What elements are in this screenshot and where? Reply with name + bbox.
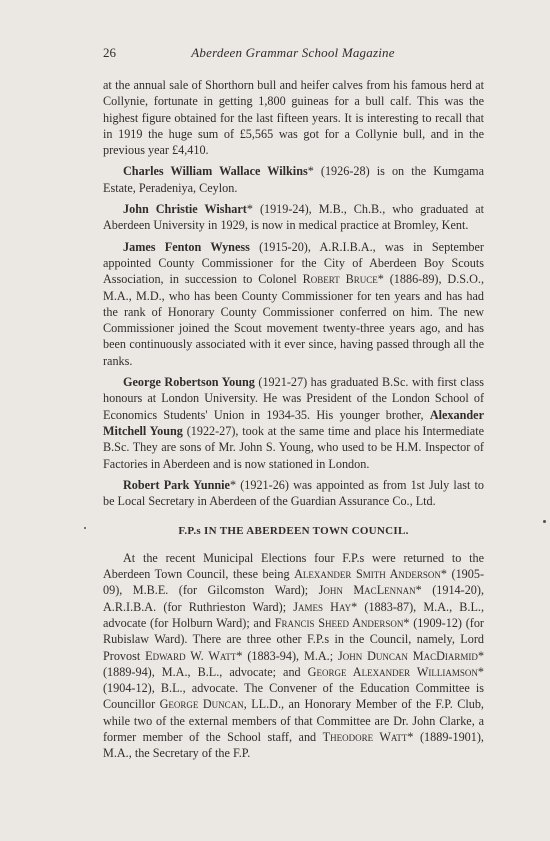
page-header [103,45,483,65]
person-name: Charles William Wallace Wilkins [123,164,308,179]
person-name: Robert Park Yunnie [123,477,230,492]
article-body [103,77,484,767]
smallcaps-name: George Duncan [159,697,244,712]
person-name: John Christie Wishart [123,202,247,217]
paragraph-text: * (1904-12), B.L., advocate. The Convener of the Education Committee is Councillor [103,664,484,712]
paragraph-wyness [103,239,484,369]
paragraph-text: * (1889-94), M.A., B.L., advocate; and [103,648,485,679]
paragraph-text: * (1926-28) is on the Kumgama Estate, Peradeniya, Ceylon. [103,164,484,195]
smallcaps-name: Alexander Smith Anderson [294,567,441,582]
paragraph-text: * (1889-1901), M.A., the Secretary of the F.P. [103,729,484,761]
paragraph-town-council [103,550,484,762]
paragraph-text: * (1914-20), A.R.I.B.A. (for Ruthrieston Ward); [103,583,484,614]
paragraph-text: * (1909-12) (for Rubislaw Ward). There are three other F.P.s in the Council, namely, Lord Provost [103,615,484,663]
smallcaps-name: George Alexander Williamson [307,664,478,679]
smallcaps-name: John MacLennan [318,583,416,598]
person-name: Alexander Mitchell Young [103,407,484,438]
paragraph-wishart [103,201,484,234]
paragraph-wilkins [103,163,484,196]
paragraph-text: (1922-27), took at the same time and place his Intermediate B.Sc. They are sons of Mr. John S. Young, who used to be H.M. Inspector of Factories in Aberdeen and is now stationed in London. [103,423,484,471]
person-name: George Robertson Young [123,375,255,390]
paragraph-young [103,374,484,472]
paragraph-text: At the recent Municipal Elections four F.P.s were returned to the Aberdeen Town Council, these being [103,550,484,582]
person-name: James Fenton Wyness [123,239,250,254]
paragraph-text: * (1919-24), M.B., Ch.B., who graduated at Aberdeen University in 1929, is now in medical practice at Bromley, Kent. [103,202,484,233]
paragraph-text: (1921-27) has graduated B.Sc. with first class honours at London University. He was President of the London School of Economics Students' Union in 1934-35. His younger brother, [103,375,484,422]
smallcaps-name: Francis Sheed Anderson [274,615,404,630]
section-heading: F.P.s IN THE ABERDEEN TOWN COUNCIL. [178,525,409,538]
paragraph-text: , LL.D., an Honorary Member of the F.P. Club, while two of the external members of that Committee are Dr. John Clarke, a former member of the School staff, and [103,697,484,744]
smallcaps-name: John Duncan MacDiarmid [337,648,478,663]
paragraph-text: * (1883-87), M.A., B.L., advocate (for Holburn Ward); and [103,599,484,630]
page-number: 26 [103,45,116,60]
smallcaps-name: Theodore Watt [322,729,408,744]
running-title: Aberdeen Grammar School Magazine [191,45,395,60]
smallcaps-name: James Hay [293,599,352,614]
smallcaps-name: Robert Bruce [302,272,378,287]
paragraph-text: * (1886-89), D.S.O., M.A., M.D., who has been County Commissioner for ten years and has had the rank of Honorary County Commissioner conferred on him. The new Commissioner joined the Scout movement twenty-three years ago, and has been continuously associated with it ever since, having passed through all the ranks. [103,272,484,368]
paragraph-text: (1915-20), A.R.I.B.A., was in September appointed County Commissioner for the City of Aberdeen Boy Scouts Association, in succession to Colonel [103,239,484,287]
paragraph-collynie: at the annual sale of Shorthorn bull and heifer calves from his famous herd at Collynie, fortunate in getting 1,800 guineas for a bull calf. This was the highest figure obtained for the last fifteen years. It is interesting to recall that in 1919 the huge sum of £5,565 was got for a Collynie bull, and in the previous year £4,410. [103,78,484,158]
paper-speck [84,527,86,529]
paragraph-text: * (1905-09), M.B.E. (for Gilcomston Ward); [103,567,485,598]
paper-speck [543,520,546,523]
smallcaps-name: Edward W. Watt [145,648,237,663]
paragraph-text: * (1921-26) was appointed as from 1st July last to be Local Secretary in Aberdeen of the Guardian Assurance Co., Ltd. [103,477,484,509]
paragraph-text: * (1883-94), M.A.; [236,648,338,663]
paragraph-yunnie [103,477,484,510]
